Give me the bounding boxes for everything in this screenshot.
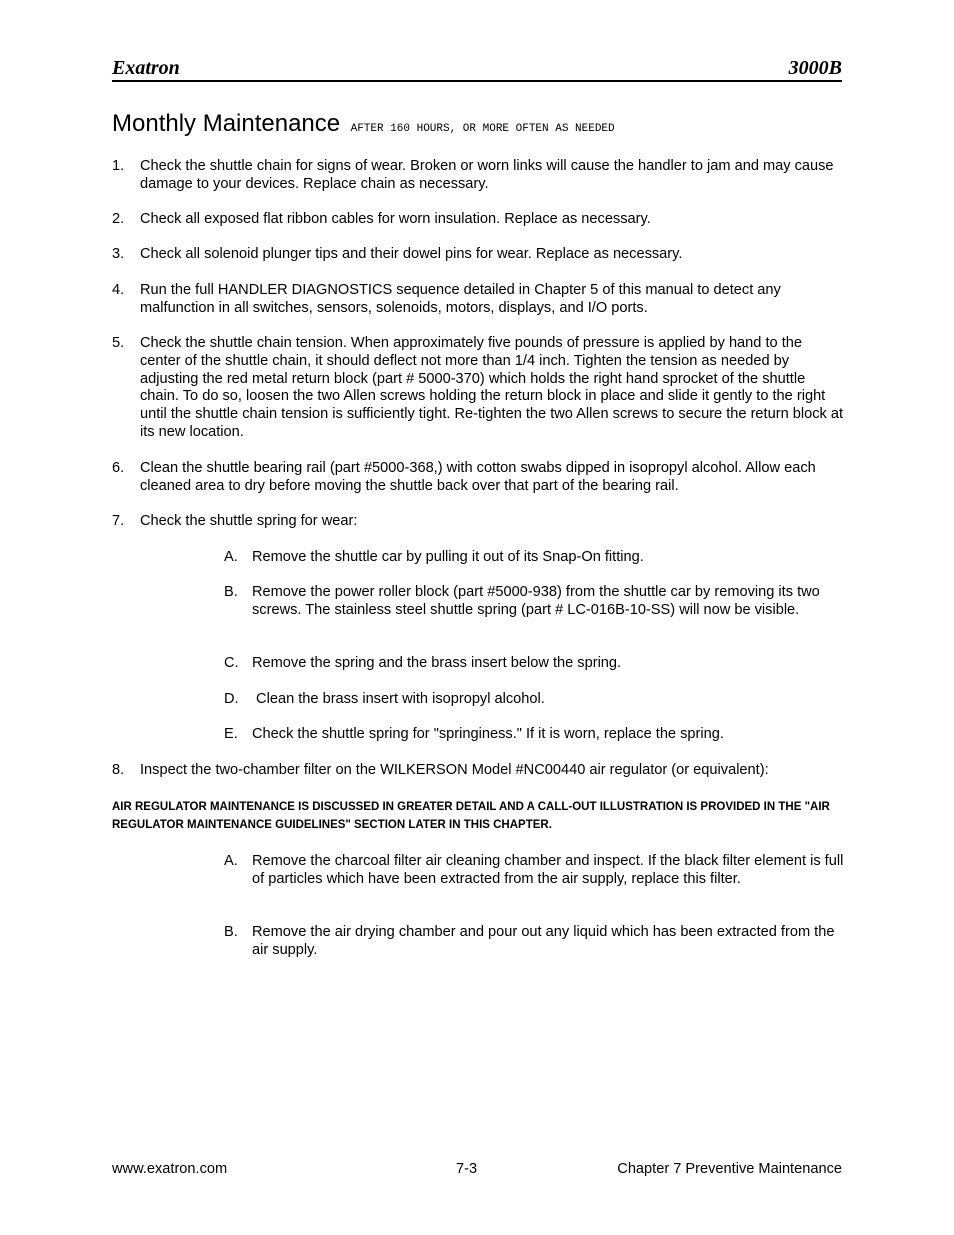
title-main: Monthly Maintenance [112,110,341,137]
list-item-number: 6. [112,460,125,476]
sub-item-text: Remove the spring and the brass insert below the spring. [252,655,622,671]
list-item-8 [112,762,844,780]
footer-website: www.exatron.com [112,1161,228,1177]
sub-item-letter: C. [224,655,239,671]
list-item-2 [112,211,844,229]
sub-item-letter: E. [224,726,238,742]
sub-item-7a [224,549,844,567]
list-item-number: 3. [112,246,125,262]
header-model: 3000B [788,57,842,79]
sub-item-7e [224,726,844,744]
list-item-text: Clean the shuttle bearing rail (part #5000-368,) with cotton swabs dipped in isopropyl alcohol. Allow each cleaned area to dry before moving the shuttle back over that part of the bearing rail. [140,460,816,494]
maintenance-note: AIR REGULATOR MAINTENANCE IS DISCUSSED IN GREATER DETAIL AND A CALL-OUT ILLUSTRATION IS PROVIDED IN THE "AIR REGULATOR MAINTENANCE GUIDELINES" SECTION LATER IN THIS CHAPTER. [112,801,830,831]
sub-item-text: Check the shuttle spring for "springiness." If it is worn, replace the spring. [252,726,724,742]
list-item-number: 4. [112,282,125,298]
sub-item-letter: A. [224,549,238,565]
list-item-4 [112,282,844,318]
sub-item-letter: B. [224,924,238,940]
list-item-7 [112,513,844,531]
list-item-text: Inspect the two-chamber filter on the WILKERSON Model #NC00440 air regulator (or equivalent): [140,762,769,778]
page-title [112,110,615,138]
list-item-text: Check the shuttle chain for signs of wear. Broken or worn links will cause the handler to jam and may cause damage to your devices. Replace chain as necessary. [140,158,834,192]
list-item-1 [112,158,844,194]
list-item-5 [112,335,844,442]
sub-item-7b [224,584,844,620]
list-item-text: Check the shuttle chain tension. When approximately five pounds of pressure is applied by hand to the center of the shuttle chain, it should deflect not more than 1/4 inch. Tighten the tension as needed by adjusting the red metal return block (part # 5000-370) which holds the right hand sprocket of the shuttle chain. To do so, loosen the two Allen screws holding the return block in place and slide it gently to the right until the shuttle chain tension is sufficiently tight. Re-tighten the two Allen screws to secure the return block at its new location. [140,335,844,440]
sub-item-7d [224,691,844,709]
list-item-number: 8. [112,762,125,778]
list-item-number: 1. [112,158,125,174]
sub-item-text: Remove the charcoal filter air cleaning chamber and inspect. If the black filter element is full of particles which have been extracted from the air supply, replace this filter. [252,853,844,887]
list-item-3 [112,246,844,264]
title-subtitle: AFTER 160 HOURS, OR MORE OFTEN AS NEEDED [350,123,615,135]
sub-item-8b [224,924,844,960]
sub-item-text: Clean the brass insert with isopropyl alcohol. [252,691,545,707]
sub-item-text: Remove the shuttle car by pulling it out of its Snap-On fitting. [252,549,644,565]
list-item-number: 5. [112,335,125,351]
list-item-text: Check all solenoid plunger tips and their dowel pins for wear. Replace as necessary. [140,246,683,262]
list-item-number: 2. [112,211,125,227]
page-header [112,56,842,82]
list-item-6 [112,460,844,496]
sub-item-7c [224,655,844,673]
header-brand: Exatron [112,57,180,79]
list-item-text: Check all exposed flat ribbon cables for worn insulation. Replace as necessary. [140,211,651,227]
footer-chapter: Chapter 7 Preventive Maintenance [617,1161,842,1177]
sub-item-letter: B. [224,584,238,600]
list-item-text: Check the shuttle spring for wear: [140,513,358,529]
sub-item-letter: A. [224,853,238,869]
list-item-text: Run the full HANDLER DIAGNOSTICS sequence detailed in Chapter 5 of this manual to detect any malfunction in all switches, sensors, solenoids, motors, displays, and I/O ports. [140,282,781,316]
list-item-number: 7. [112,513,125,529]
sub-item-letter: D. [224,691,239,707]
footer-page-number: 7-3 [456,1161,478,1177]
sub-item-text: Remove the power roller block (part #5000-938) from the shuttle car by removing its two screws. The stainless steel shuttle spring (part # LC-016B-10-SS) will now be visible. [252,584,820,618]
sub-item-text: Remove the air drying chamber and pour out any liquid which has been extracted from the air supply. [252,924,835,958]
sub-item-8a [224,853,844,889]
